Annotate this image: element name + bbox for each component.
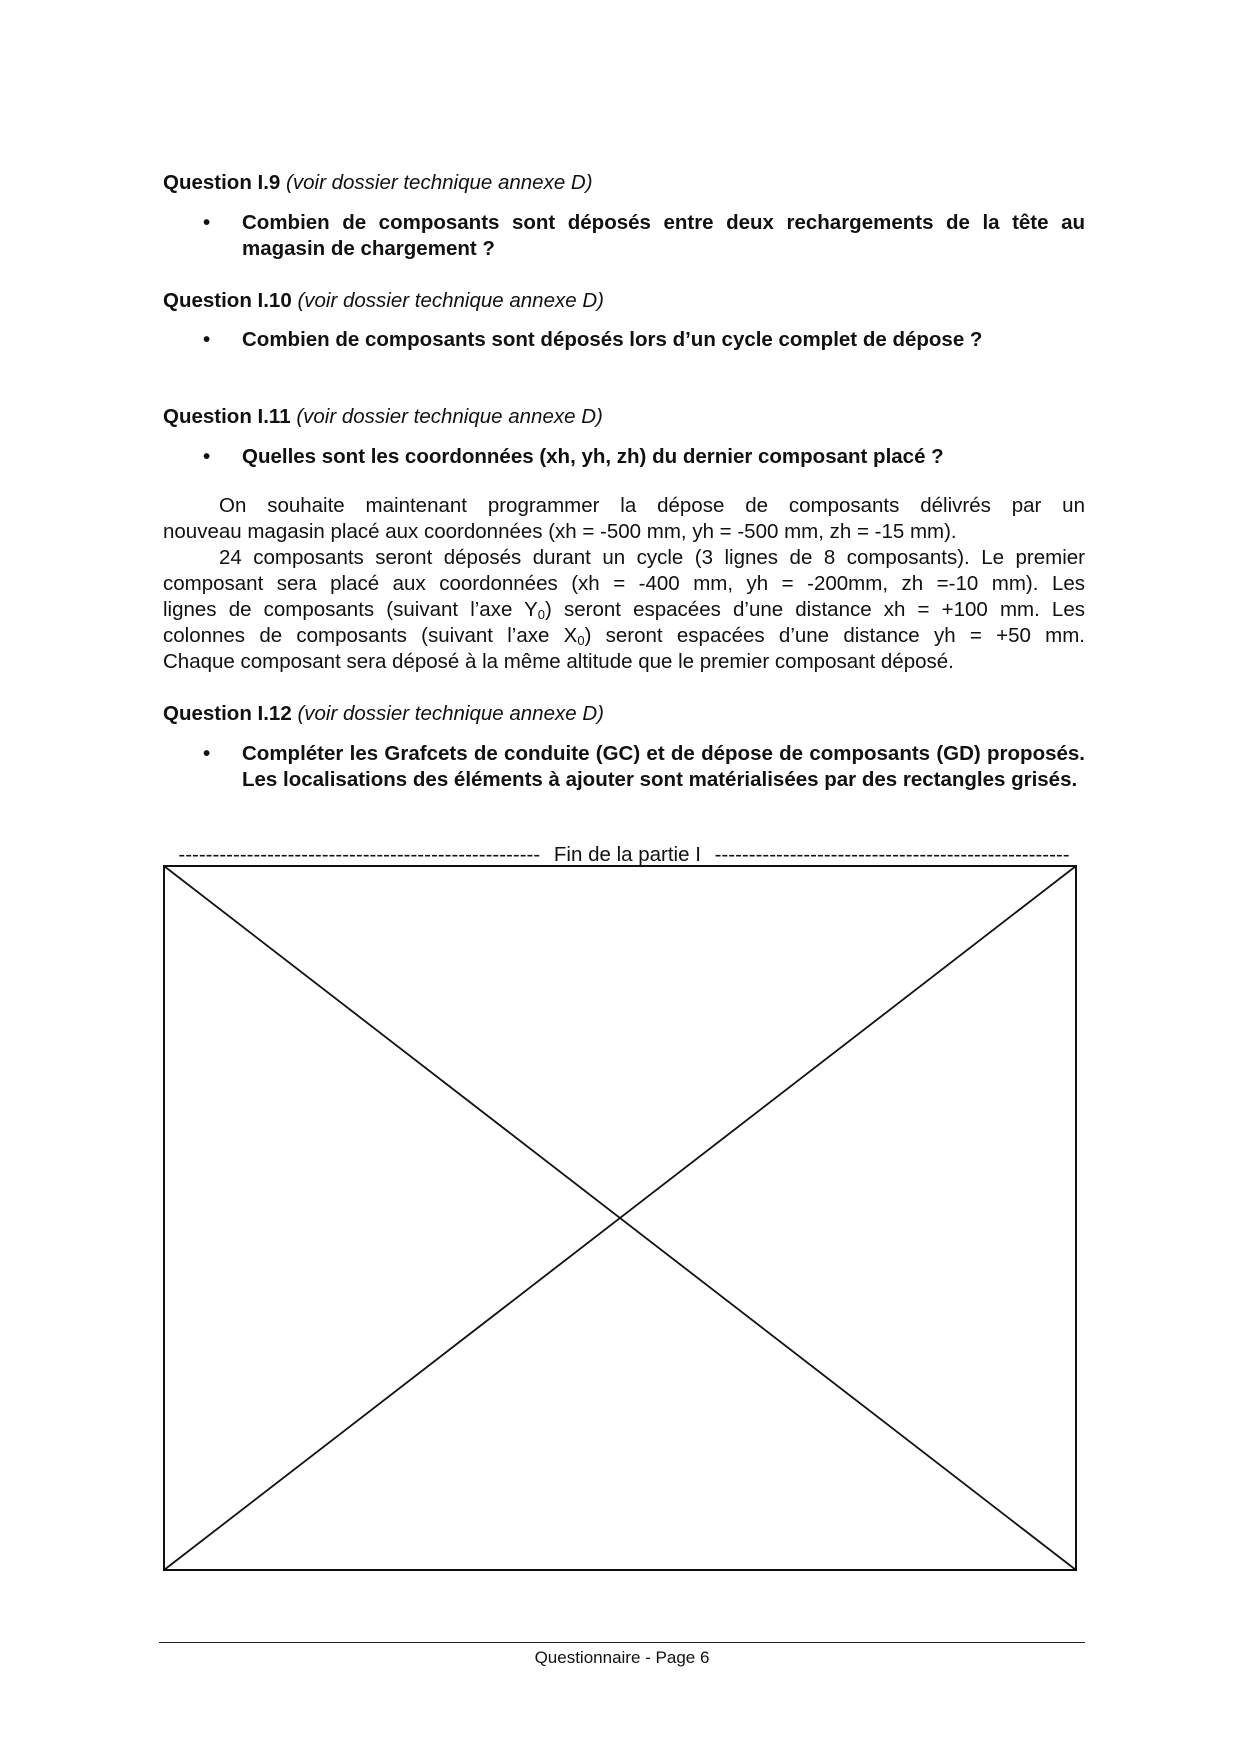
question-reference: (voir dossier technique annexe D) [297, 702, 604, 725]
paragraph-line: Chaque composant sera déposé à la même altitude que le premier composant déposé. [163, 650, 954, 673]
question-reference: (voir dossier technique annexe D) [296, 405, 603, 428]
page-footer: Questionnaire - Page 6 [534, 1648, 710, 1667]
bullet-icon: • [203, 211, 211, 234]
question-label: Question I.10 [163, 289, 292, 312]
question-label: Question I.9 [163, 171, 281, 194]
end-of-part-separator [168, 843, 1080, 867]
bullet-icon: • [203, 445, 211, 468]
paragraph-line: lignes de composants (suivant l’axe $Y_0$) seront espacées d’une distance xh = +100 mm. Les [163, 598, 1085, 622]
instructions-paragraph [163, 493, 1085, 675]
footer-rule [159, 1642, 1085, 1643]
question-i12-text: Compléter les Grafcets de conduite (GC) et de dépose de composants (GD) proposés. Les localisations des éléments à ajouter sont matérialisées par des rectangles grisés. [242, 742, 1085, 791]
paragraph-line: 24 composants seront déposés durant un cycle (3 lignes de 8 composants). Le premier [219, 546, 1085, 569]
separator-dashes-right: ---------------------------------------------------- [714, 843, 1070, 866]
question-label: Question I.11 [163, 405, 291, 428]
question-reference: (voir dossier technique annexe D) [286, 171, 593, 194]
crossed-out-figure-placeholder [163, 865, 1077, 1571]
paragraph-line: nouveau magasin placé aux coordonnées (xh = -500 mm, yh = -500 mm, zh = -15 mm). [163, 520, 957, 543]
question-i11-heading [163, 405, 603, 429]
question-i9-heading [163, 171, 593, 195]
separator-dashes-left: ----------------------------------------------------- [178, 843, 541, 866]
question-i10-text: Combien de composants sont déposés lors d’un cycle complet de dépose ? [242, 328, 983, 351]
placeholder-cross-icon [163, 865, 1077, 1571]
bullet-icon: • [203, 742, 211, 765]
separator-label: Fin de la partie I [553, 843, 701, 866]
question-i10-heading [163, 289, 604, 313]
question-reference: (voir dossier technique annexe D) [297, 289, 604, 312]
paragraph-line: colonnes de composants (suivant l’axe $X_0$) seront espacées d’une distance yh = +50 mm. [163, 624, 1085, 648]
question-i12-heading [163, 702, 604, 726]
question-i9-text: Combien de composants sont déposés entre deux rechargements de la tête au magasin de chargement ? [242, 211, 1085, 260]
question-i11-text: Quelles sont les coordonnées (xh, yh, zh) du dernier composant placé ? [242, 445, 944, 468]
paragraph-line: composant sera placé aux coordonnées (xh = -400 mm, yh = -200mm, zh =-10 mm). Les [163, 572, 1085, 595]
paragraph-line: On souhaite maintenant programmer la dépose de composants délivrés par un [219, 494, 1085, 517]
bullet-icon: • [203, 328, 211, 351]
question-label: Question I.12 [163, 702, 292, 725]
